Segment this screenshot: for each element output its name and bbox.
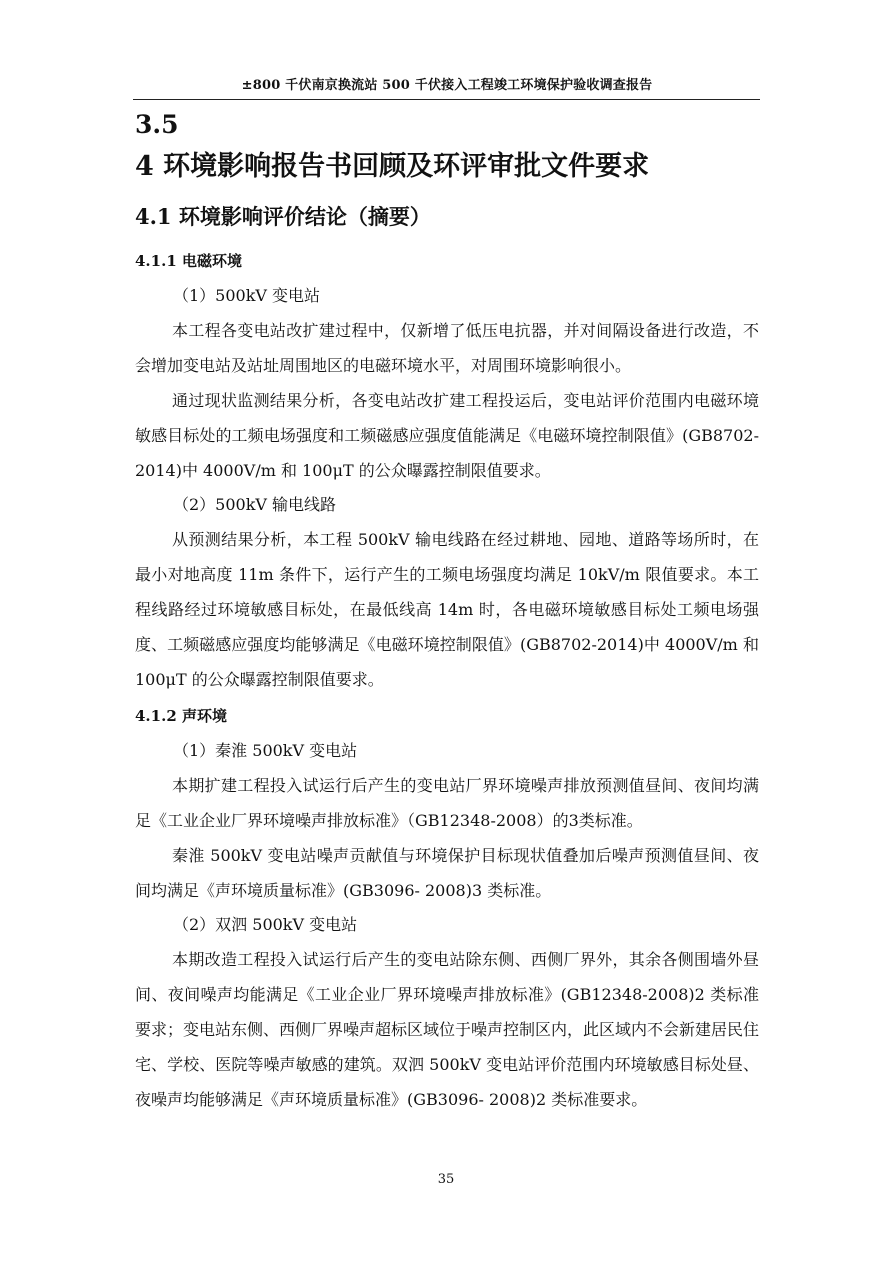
paragraph-em-3: 从预测结果分析，本工程 500kV 输电线路在经过耕地、园地、道路等场所时，在最小对地高度 11m 条件下，运行产生的工频电场强度均满足 10kV/m 限值要求。本工程线路经过环境敏感目标处，在最低线高 14m 时，各电磁环境敏感目标处工频电场强度、工频磁感应强度均能够满足《电磁环境控制限值》(GB8702-2014)中 4000V/m 和 100μT 的公众曝露控制限值要求。 xyxy=(135,530,759,689)
paragraph-em-2: 通过现状监测结果分析，各变电站改扩建工程投运后，变电站评价范围内电磁环境敏感目标处的工频电场强度和工频磁感应强度值能满足《电磁环境控制限值》(GB8702- 2014)中 4000V/m 和 100μT 的公众曝露控制限值要求。 xyxy=(135,391,759,480)
paragraph-noise-3: 本期改造工程投入试运行后产生的变电站除东侧、西侧厂界外，其余各侧围墙外昼间、夜间噪声均能满足《工业企业厂界环境噪声排放标准》(GB12348-2008)2 类标准要求；变电站东侧、西侧厂界噪声超标区域位于噪声控制区内，此区域内不会新建居民住宅、学校、医院等噪声敏感的建筑。双泗 500kV 变电站评价范围内环境敏感目标处昼、夜噪声均能够满足《声环境质量标准》(GB3096- 2008)2 类标准要求。 xyxy=(135,950,760,1109)
subheading-transmission-line: （2）500kV 输电线路 xyxy=(173,495,337,514)
page-header: ±800 千伏南京换流站 500 千伏接入工程竣工环境保护验收调查报告 xyxy=(241,78,653,93)
paragraph-noise-2: 秦淮 500kV 变电站噪声贡献值与环境保护目标现状值叠加后噪声预测值昼间、夜间均满足《声环境质量标准》(GB3096- 2008)3 类标准。 xyxy=(135,846,759,900)
paragraph-em-1: 本工程各变电站改扩建过程中，仅新增了低压电抗器，并对间隔设备进行改造，不会增加变电站及站址周围地区的电磁环境水平，对周围环境影响很小。 xyxy=(135,321,759,375)
subheading-shuangsi-substation: （2）双泗 500kV 变电站 xyxy=(173,915,358,934)
subsection-title-noise: 4.1.2 声环境 xyxy=(135,707,227,725)
subheading-substation: （1）500kV 变电站 xyxy=(173,286,321,305)
subheading-qinhuai-substation: （1）秦淮 500kV 变电站 xyxy=(173,741,358,760)
subsection-title-electromagnetic: 4.1.1 电磁环境 xyxy=(135,252,242,270)
section-title: 4.1 环境影响评价结论（摘要） xyxy=(135,204,431,229)
chapter-title: 4 环境影响报告书回顾及环评审批文件要求 xyxy=(135,151,650,182)
page-number: 35 xyxy=(437,1172,455,1187)
paragraph-noise-1: 本期扩建工程投入试运行后产生的变电站厂界环境噪声排放预测值昼间、夜间均满足《工业企业厂界环境噪声排放标准》（GB12348-2008）的3类标准。 xyxy=(135,776,759,830)
header-divider xyxy=(133,99,760,100)
section-number: 3.5 xyxy=(135,110,179,139)
